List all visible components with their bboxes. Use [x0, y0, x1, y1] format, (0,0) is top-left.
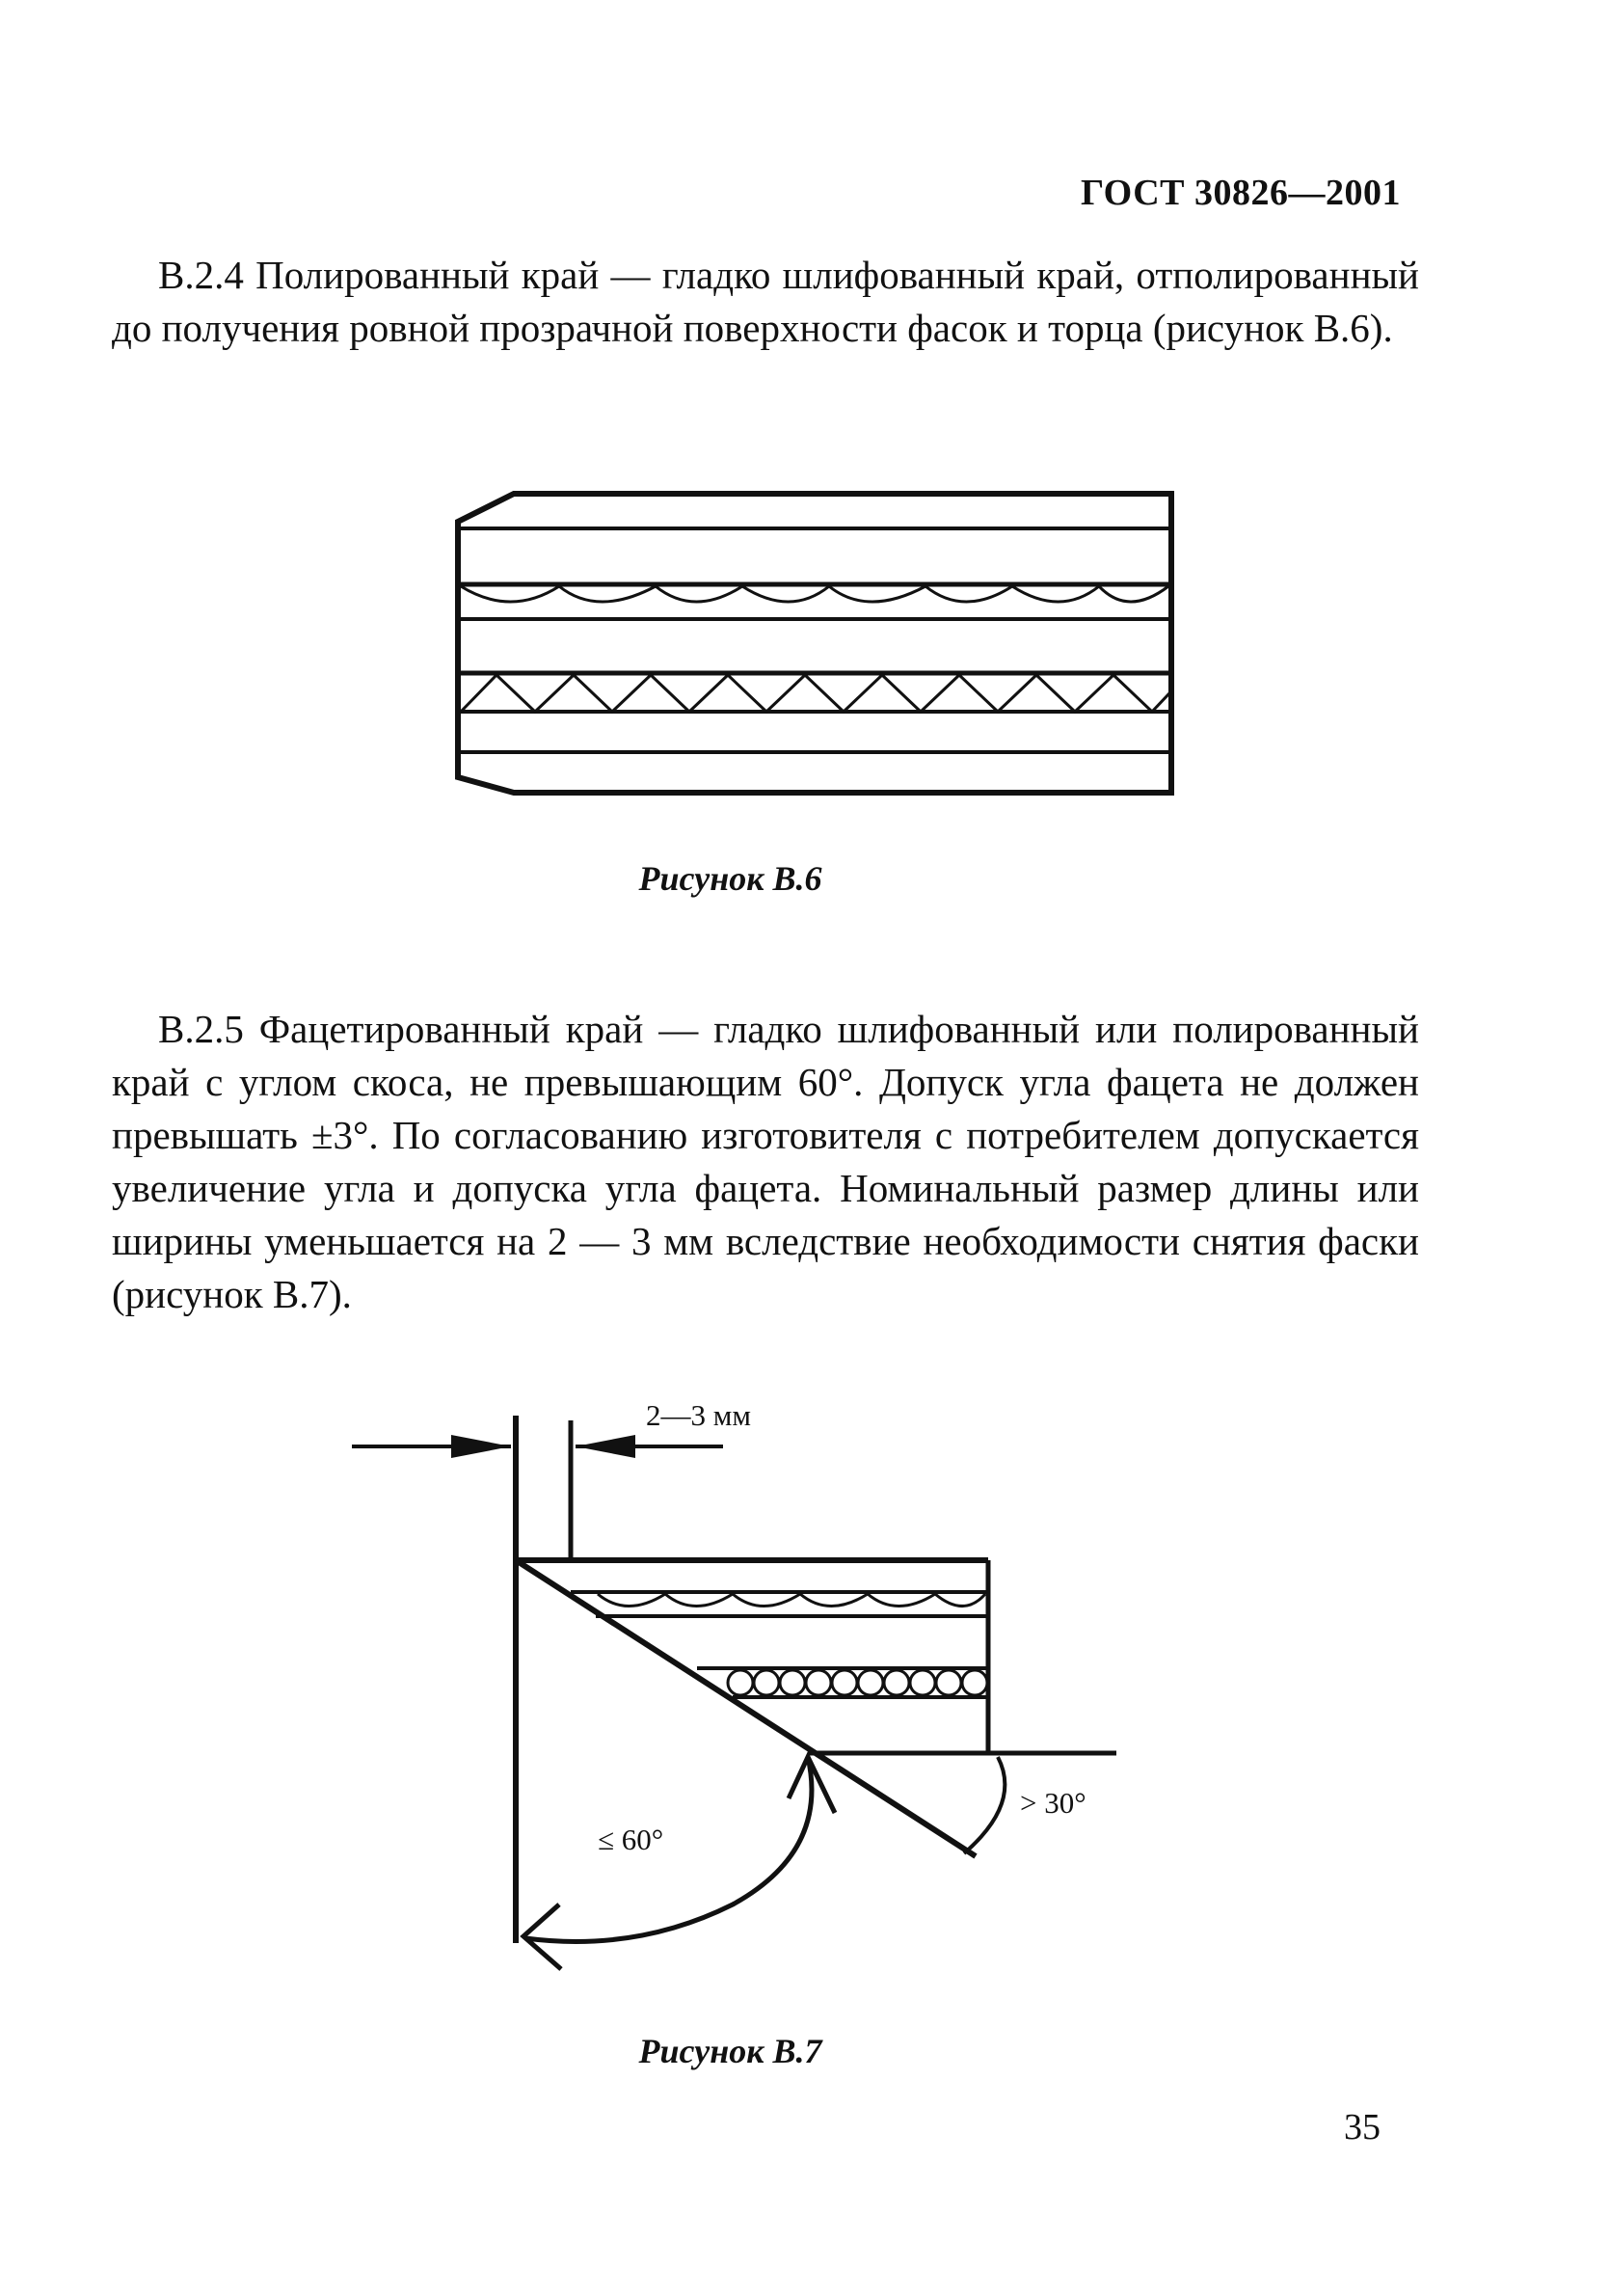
- figure-b7-angle-left-label: ≤ 60°: [598, 1823, 664, 1856]
- section-b25-text: В.2.5 Фацетированный край — гладко шлифованный или полированный край с углом скоса, не превышающим 60°. Допуск угла фацета не должен превышать ±3°. По согласованию изготовителя с потребителем допускается увеличение угла и допуска угла фацета. Номинальный размер длины или ширины уменьшается на 2 — 3 мм вследствие необходимости снятия фаски (рисунок В.7).: [112, 1007, 1419, 1316]
- page-number: 35: [1344, 2107, 1381, 2147]
- section-b24-text: В.2.4 Полированный край — гладко шлифованный край, отполированный до получения ровной прозрачной поверхности фасок и торца (рисунок В.6).: [112, 253, 1419, 350]
- figure-b6-caption: Рисунок В.6: [638, 859, 822, 898]
- figure-b7-angle-right-label: > 30°: [1020, 1786, 1086, 1820]
- figure-b7-caption: Рисунок В.7: [638, 2032, 822, 2070]
- figure-b7-dimension-label: 2—3 мм: [646, 1398, 751, 1432]
- document-header-code: ГОСТ 30826—2001: [1080, 173, 1401, 213]
